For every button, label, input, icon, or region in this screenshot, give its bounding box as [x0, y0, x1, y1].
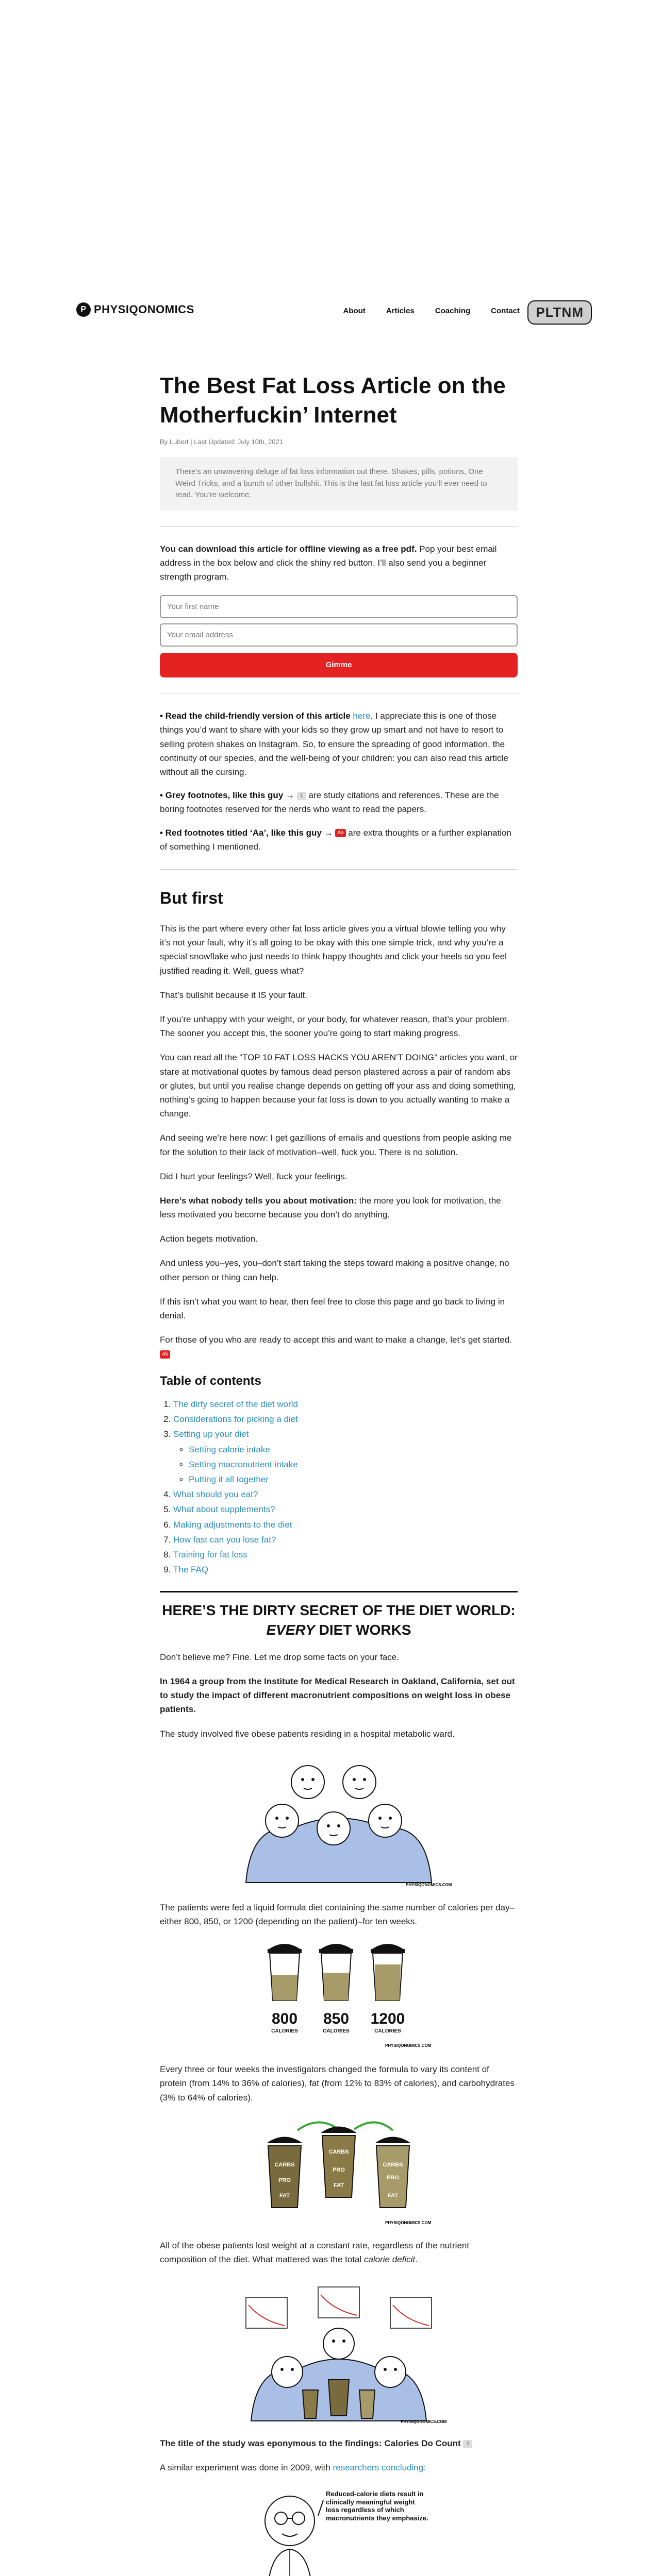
cup [268, 1944, 302, 2001]
paragraph: That’s bullshit because it IS your fault. [160, 990, 308, 1000]
watermark: PHYSIQONOMICS.COM [406, 1882, 452, 1887]
macro-label: FAT [388, 2192, 398, 2199]
cup [319, 1944, 353, 2001]
watermark: PHYSIQONOMICS.COM [401, 2419, 447, 2425]
bold-lead: Here’s what nobody tells you about motivation: [160, 1195, 357, 1206]
dirty-secret-section [160, 1650, 518, 2576]
quote-text: Reduced-calorie diets result in clinically meaningful weight loss regardless of which macronutrients they emphasize. [326, 2490, 428, 2522]
paragraph-text: the more you look for motivation, the less motivated you become because you don’t do anything. [160, 1195, 501, 1220]
toc-link[interactable]: Considerations for picking a diet [173, 1414, 298, 1425]
researchers-link[interactable]: researchers concluding: [333, 2463, 426, 2473]
macro-label: CARBS [274, 2161, 295, 2168]
paragraph: And seeing we’re here now: I get gazillions of emails and questions from people asking me for the solution to their lack of motivation–well, fuck you. There is no solution. [160, 1133, 512, 1157]
bullet-grey-footnotes [160, 788, 518, 816]
article-content [160, 371, 518, 2576]
bullet-text: are extra thoughts or a further explanation of something I mentioned. [160, 827, 511, 852]
cup-calories: 850 [323, 2010, 350, 2028]
bullet-text: . I appreciate this is one of those things you’d want to share with your kids so they grow up smart and not have to resort to selling protein shakes on Instagram. So, to ensure the spreading of good information, the continuity of our species, and the well-being of your children: you can also read this article without all the cursing. [160, 711, 508, 777]
paragraph-text: . [415, 2254, 418, 2264]
bullet-red-footnotes [160, 826, 518, 854]
scientist-quote-illustration [241, 2485, 437, 2576]
macro-label: FAT [334, 2182, 344, 2189]
watermark: PHYSIQONOMICS.COM [385, 2043, 432, 2048]
paragraph: Did I hurt your feelings? Well, fuck your feelings. [160, 1171, 347, 1181]
main-menu [343, 307, 520, 315]
article-summary: There’s an unwavering deluge of fat loss information out there. Shakes, pills, potions, One Weird Tricks, and a bunch of other bullshit. This is the last fat loss article you’ll ever need to read. You’re welcome. [160, 457, 518, 511]
nav-contact[interactable]: Contact [491, 307, 520, 315]
bullet-child-version [160, 709, 518, 779]
divider [160, 526, 518, 527]
toc-sublink[interactable]: Setting calorie intake [189, 1444, 270, 1454]
macro-label: PRO [387, 2174, 399, 2181]
toc-link[interactable]: Training for fat loss [173, 1549, 247, 1560]
download-lead: You can download this article for offline viewing as a free pdf. [160, 544, 417, 554]
cup-unit: CALORIES [271, 2028, 298, 2035]
paragraph-text: All of the obese patients lost weight at a constant rate, regardless of the nutrient composition of the diet. What mattered was the total [160, 2240, 470, 2264]
heading-emphasis: EVERY [266, 1622, 315, 1638]
toc-link[interactable]: The FAQ [173, 1565, 209, 1575]
paragraph [160, 2239, 518, 2266]
toc-link[interactable]: The dirty secret of the diet world [173, 1399, 298, 1409]
page-title: The Best Fat Loss Article on the Motherfuckin’ Internet [160, 373, 506, 428]
paragraph: Action begets motivation. [160, 1234, 258, 1244]
cup-calories: 800 [271, 2010, 298, 2028]
logo-mark-icon: P [76, 302, 91, 317]
bullet-label: • Grey footnotes, like this guy → [160, 790, 294, 801]
first-name-input[interactable] [160, 595, 518, 618]
table-of-contents [160, 1371, 518, 1577]
calorie-cups-illustration [236, 1939, 442, 2052]
toc-link[interactable]: Setting up your diet [173, 1429, 249, 1439]
bold-paragraph: In 1964 a group from the Institute for Medical Research in Oakland, California, set out to study the impact of different macronutrient compositions on weight loss in obese patients. [160, 1676, 515, 1715]
pltnm-badge[interactable]: PLTNM [527, 300, 592, 325]
nav-coaching[interactable]: Coaching [435, 307, 471, 315]
paragraph [160, 2461, 518, 2475]
toc-link[interactable]: What should you eat? [173, 1489, 258, 1500]
macro-cups-illustration [236, 2115, 442, 2228]
emphasis: calorie deficit [363, 2254, 416, 2264]
site-header [76, 300, 592, 331]
dirty-secret-heading [160, 1591, 518, 1640]
watermark: PHYSIQONOMICS.COM [385, 2220, 432, 2225]
macro-label: CARBS [383, 2161, 403, 2168]
email-input[interactable] [160, 623, 518, 647]
nav-about[interactable]: About [343, 307, 366, 315]
paragraph: And unless you–yes, you–don’t start taking the steps toward making a positive change, no other person or thing can help. [160, 1258, 509, 1282]
cup-calories: 1200 [370, 2010, 405, 2028]
divider [160, 869, 518, 870]
paragraph [160, 1674, 518, 1717]
paragraph-text: For those of you who are ready to accept this and want to make a change, let’s get started. [160, 1335, 512, 1345]
paragraph: Don’t believe me? Fine. Let me drop some facts on your face. [160, 1652, 399, 1662]
cup-unit: CALORIES [323, 2028, 350, 2035]
weight-loss-patients-illustration [230, 2277, 447, 2426]
toc-link[interactable]: How fast can you lose fat? [173, 1534, 276, 1545]
macro-label: PRO [278, 2177, 291, 2183]
toc-link[interactable]: What about supplements? [173, 1504, 275, 1515]
bold-paragraph: The title of the study was eponymous to the findings: Calories Do Count [160, 2438, 461, 2449]
top-blank-area [0, 0, 662, 247]
section-heading: But first [160, 888, 223, 907]
bullet-label: • Red footnotes titled ‘Aa’, like this guy → [160, 827, 333, 838]
but-first-section [160, 885, 518, 1361]
paragraph: You can read all the “TOP 10 FAT LOSS HACKS YOU AREN’T DOING” articles you want, or stare at motivational quotes by famous dead person plastered across a pair of random abs or glutes, but until you realise change depends on getting off your ass and doing something, nothing’s going to happen because your fat loss is down to you actually wanting to make a change. [160, 1053, 518, 1119]
macro-label: CARBS [328, 2148, 349, 2155]
paragraph: If this isn’t what you want to hear, then feel free to close this page and go back to living in denial. [160, 1296, 505, 1321]
macro-label: FAT [279, 2192, 290, 2199]
paragraph: This is the part where every other fat loss article gives you a virtual blowie telling you why it’s not your fault, why it’s all going to be okay with this one simple trick, and why you’re a special snowflake who just needs to think happy thoughts and click your heels so you feel justified reading it. Well, guess what? [160, 924, 507, 976]
red-footnote-icon[interactable]: Ab [160, 1350, 170, 1359]
child-version-link[interactable]: here [353, 711, 371, 721]
heading-line-2 [160, 1620, 518, 1640]
site-logo[interactable] [76, 302, 194, 317]
logo-text: PHYSIQONOMICS [94, 303, 194, 316]
nav-articles[interactable]: Articles [386, 307, 415, 315]
paragraph: If you’re unhappy with your weight, or your body, for whatever reason, that’s your problem. The sooner you accept this, the sooner you’re going to start making progress. [160, 1014, 509, 1039]
grey-footnote-icon[interactable]: 2 [463, 2440, 472, 2448]
download-text [160, 542, 518, 584]
grey-footnote-icon[interactable]: 1 [297, 792, 306, 800]
toc-sublink[interactable]: Setting macronutrient intake [189, 1459, 298, 1469]
heading-line: HERE’S THE DIRTY SECRET OF THE DIET WORLD: [162, 1602, 516, 1619]
paragraph-text: A similar experiment was done in 2009, with [160, 2463, 333, 2473]
cup [371, 1944, 405, 2001]
five-patients-illustration [230, 1751, 452, 1890]
bullet-text: are study citations and references. These are the boring footnotes reserved for the nerds who want to read the papers. [160, 790, 499, 815]
byline: By Lubert | Last Updated: July 10th, 2021 [160, 438, 283, 446]
macro-label: PRO [333, 2166, 345, 2173]
bullet-label: • Read the child-friendly version of this article [160, 711, 353, 721]
gimme-button[interactable]: Gimme [160, 653, 518, 677]
toc-sublink[interactable]: Putting it all together [189, 1474, 269, 1484]
paragraph: The study involved five obese patients residing in a hospital metabolic ward. [160, 1728, 455, 1739]
paragraph [160, 1194, 518, 1222]
cup-unit: CALORIES [374, 2028, 401, 2035]
toc-link[interactable]: Making adjustments to the diet [173, 1519, 292, 1530]
toc-heading: Table of contents [160, 1374, 261, 1388]
paragraph: The patients were fed a liquid formula diet containing the same number of calories per day–either 800, 850, or 1200 (depending on the patient)–for ten weeks. [160, 1902, 515, 1926]
paragraph [160, 1333, 518, 1361]
download-rest: Pop your best email address in the box below and click the shiny red button. I’ll also send you a beginner strength program. [160, 544, 497, 582]
download-form [160, 542, 518, 678]
paragraph [160, 2436, 518, 2450]
red-footnote-icon[interactable]: Aa [335, 829, 345, 837]
heading-text: DIET WORKS [315, 1622, 411, 1638]
paragraph: Every three or four weeks the investigators changed the formula to vary its content of protein (from 14% to 36% of calories), fat (from 12% to 83% of calories), and carbohydrates (3% to 64% of calories). [160, 2064, 515, 2103]
